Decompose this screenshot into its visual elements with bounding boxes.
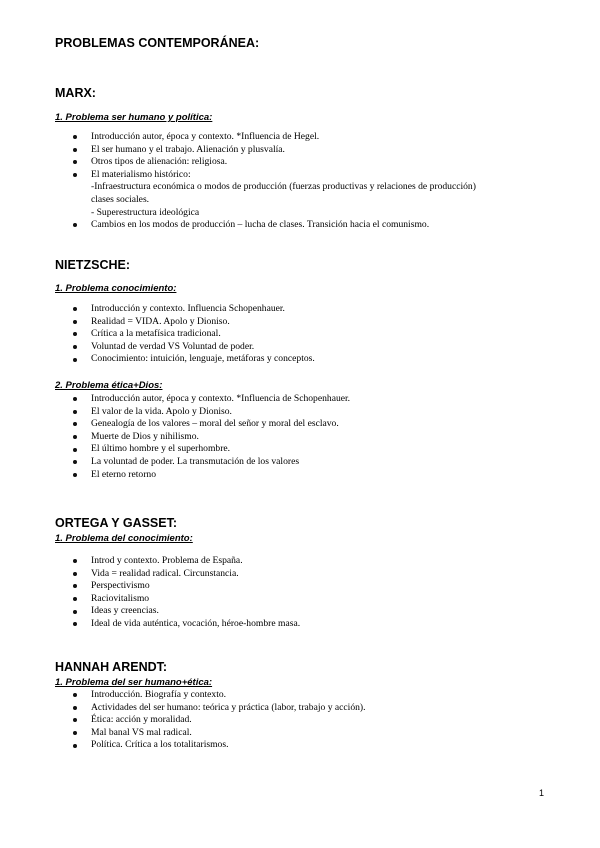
bullet-icon xyxy=(73,148,77,152)
problem-heading: 1. Problema conocimiento: xyxy=(55,283,177,294)
bullet-icon xyxy=(73,223,77,227)
section-marx xyxy=(55,86,555,232)
section-nietzsche xyxy=(55,258,555,481)
bullet-icon xyxy=(73,572,77,576)
problem-item-list xyxy=(55,303,555,366)
list-item: Voluntad de verdad VS Voluntad de poder. xyxy=(55,341,555,354)
problem-item-list xyxy=(55,689,555,752)
bullet-icon xyxy=(73,435,77,439)
list-item: Genealogía de los valores – moral del señor y moral del esclavo. xyxy=(55,418,555,431)
list-item: Introducción. Biografía y contexto. xyxy=(55,689,555,702)
list-item: Introducción autor, época y contexto. *Influencia de Schopenhauer. xyxy=(55,393,555,406)
bullet-icon xyxy=(73,422,77,426)
list-item: Vida = realidad radical. Circunstancia. xyxy=(55,568,555,581)
list-item: Realidad = VIDA. Apolo y Dioniso. xyxy=(55,316,555,329)
problem-item-list xyxy=(55,219,555,232)
page-number: 1 xyxy=(539,788,545,798)
bullet-icon xyxy=(73,622,77,626)
bullet-icon xyxy=(73,693,77,697)
bullet-icon xyxy=(73,744,77,748)
bullet-icon xyxy=(73,160,77,164)
problem-heading: 1. Problema del conocimiento: xyxy=(55,533,193,544)
list-item: Conocimiento: intuición, lenguaje, metáforas y conceptos. xyxy=(55,353,555,366)
bullet-icon xyxy=(73,706,77,710)
list-item: Introducción autor, época y contexto. *Influencia de Hegel. xyxy=(55,131,555,144)
bullet-icon xyxy=(73,332,77,336)
list-item: Otros tipos de alienación: religiosa. xyxy=(55,156,555,169)
list-item: Ideas y creencias. xyxy=(55,605,555,618)
list-item: Introd y contexto. Problema de España. xyxy=(55,555,555,568)
bullet-icon xyxy=(73,559,77,563)
problem-heading: 2. Problema ética+Dios: xyxy=(55,379,163,391)
bullet-icon xyxy=(73,345,77,349)
bullet-icon xyxy=(73,448,77,452)
problem-heading: 1. Problema del ser humano+ética: xyxy=(55,677,213,688)
bullet-icon xyxy=(73,731,77,735)
bullet-icon xyxy=(73,473,77,477)
list-item: La voluntad de poder. La transmutación de los valores xyxy=(55,456,555,469)
list-item: Cambios en los modos de producción – lucha de clases. Transición hacia el comunismo. xyxy=(55,219,555,232)
list-item: El ser humano y el trabajo. Alienación y plusvalía. xyxy=(55,144,555,157)
bullet-icon xyxy=(73,173,77,177)
bullet-icon xyxy=(73,135,77,139)
list-item: Actividades del ser humano: teórica y práctica (labor, trabajo y acción). xyxy=(55,702,555,715)
problem-item-list xyxy=(55,131,555,181)
bullet-icon xyxy=(73,307,77,311)
bullet-icon xyxy=(73,610,77,614)
bullet-icon xyxy=(73,397,77,401)
list-item: Ética: acción y moralidad. xyxy=(55,714,555,727)
list-item: Mal banal VS mal radical. xyxy=(55,727,555,740)
list-item: Perspectivismo xyxy=(55,580,555,593)
list-item: Política. Crítica a los totalitarismos. xyxy=(55,739,555,752)
list-item: Crítica a la metafísica tradicional. xyxy=(55,328,555,341)
bullet-icon xyxy=(73,460,77,464)
problem-item-list xyxy=(55,393,555,481)
problem-item-list xyxy=(55,555,555,631)
section-arendt xyxy=(55,660,555,752)
bullet-icon xyxy=(73,597,77,601)
sub-line: clases sociales. xyxy=(91,193,150,205)
list-item: Introducción y contexto. Influencia Schopenhauer. xyxy=(55,303,555,316)
sub-line: -Infraestructura económica o modos de producción (fuerzas productivas y relaciones de producción) xyxy=(91,181,476,193)
author-heading-ortega: ORTEGA Y GASSET: xyxy=(55,516,178,530)
list-item: El valor de la vida. Apolo y Dioniso. xyxy=(55,406,555,419)
list-item: El materialismo histórico: xyxy=(55,169,555,182)
sub-line: - Superestructura ideológica xyxy=(91,206,200,218)
list-item: Muerte de Dios y nihilismo. xyxy=(55,431,555,444)
bullet-icon xyxy=(73,320,77,324)
author-heading-marx: MARX: xyxy=(55,86,96,100)
bullet-icon xyxy=(73,358,77,362)
section-ortega xyxy=(55,516,555,631)
bullet-icon xyxy=(73,718,77,722)
list-item: El último hombre y el superhombre. xyxy=(55,443,555,456)
problem-heading: 1. Problema ser humano y política: xyxy=(55,112,213,123)
list-item: Raciovitalismo xyxy=(55,593,555,606)
bullet-icon xyxy=(73,410,77,414)
list-item: Ideal de vida auténtica, vocación, héroe-hombre masa. xyxy=(55,618,555,631)
author-heading-arendt: HANNAH ARENDT: xyxy=(55,660,168,674)
list-item: El eterno retorno xyxy=(55,469,555,482)
document-title: PROBLEMAS CONTEMPORÁNEA: xyxy=(55,36,260,50)
bullet-icon xyxy=(73,584,77,588)
author-heading-nietzsche: NIETZSCHE: xyxy=(55,258,130,272)
